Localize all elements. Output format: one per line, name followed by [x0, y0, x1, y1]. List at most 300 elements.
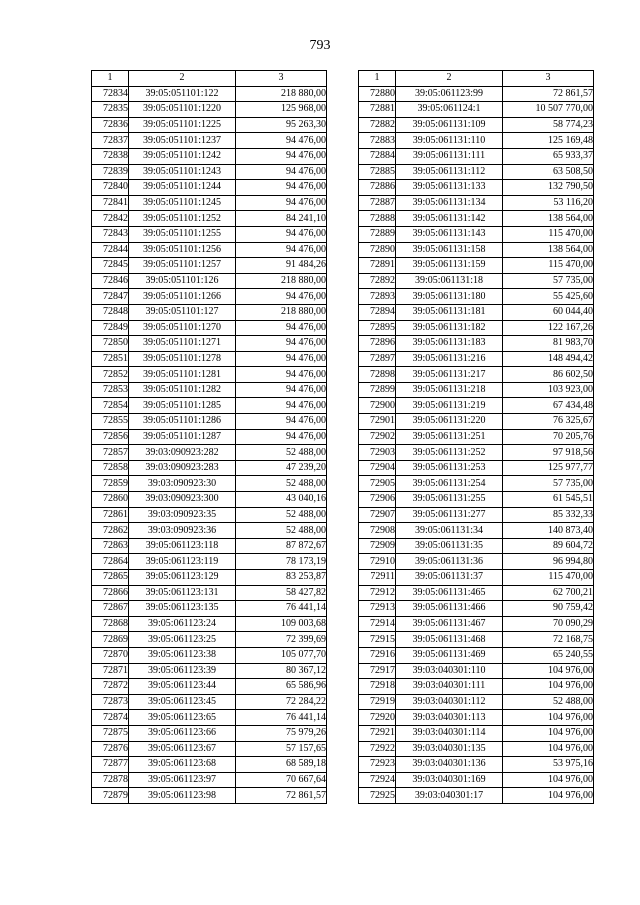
- row-number-cell: 72863: [92, 538, 129, 554]
- row-number-cell: 72900: [359, 398, 396, 414]
- cadastral-number-cell: 39:03:040301:113: [396, 710, 503, 726]
- row-number-cell: 72870: [92, 647, 129, 663]
- cadastral-number-cell: 39:05:061131:159: [396, 258, 503, 274]
- table-row: [92, 616, 327, 632]
- value-cell: 65 933,37: [503, 148, 594, 164]
- row-number-cell: 72919: [359, 694, 396, 710]
- row-number-cell: 72851: [92, 351, 129, 367]
- value-cell: 87 872,67: [236, 538, 327, 554]
- value-cell: 95 263,30: [236, 117, 327, 133]
- table-row: [92, 164, 327, 180]
- value-cell: 115 470,00: [503, 258, 594, 274]
- column-header-value: 3: [503, 71, 594, 87]
- cadastral-number-cell: 39:05:061123:38: [129, 647, 236, 663]
- row-number-cell: 72902: [359, 429, 396, 445]
- table-row: [359, 320, 594, 336]
- value-cell: 76 325,67: [503, 414, 594, 430]
- value-cell: 53 116,20: [503, 195, 594, 211]
- table-row: [359, 226, 594, 242]
- row-number-cell: 72862: [92, 523, 129, 539]
- row-number-cell: 72898: [359, 367, 396, 383]
- row-number-cell: 72842: [92, 211, 129, 227]
- row-number-cell: 72867: [92, 601, 129, 617]
- table-row: [92, 507, 327, 523]
- value-cell: 94 476,00: [236, 133, 327, 149]
- value-cell: 148 494,42: [503, 351, 594, 367]
- table-row: [92, 382, 327, 398]
- cadastral-number-cell: 39:05:061123:25: [129, 632, 236, 648]
- data-table-left: [91, 70, 327, 804]
- row-number-cell: 72854: [92, 398, 129, 414]
- row-number-cell: 72879: [92, 788, 129, 804]
- column-header-cadastral: 2: [396, 71, 503, 87]
- row-number-cell: 72882: [359, 117, 396, 133]
- cadastral-number-cell: 39:05:061131:251: [396, 429, 503, 445]
- value-cell: 62 700,21: [503, 585, 594, 601]
- cadastral-number-cell: 39:05:061123:129: [129, 570, 236, 586]
- row-number-cell: 72872: [92, 679, 129, 695]
- value-cell: 94 476,00: [236, 336, 327, 352]
- table-row: [359, 367, 594, 383]
- table-header-row: [92, 71, 327, 87]
- cadastral-number-cell: 39:03:040301:17: [396, 788, 503, 804]
- row-number-cell: 72844: [92, 242, 129, 258]
- value-cell: 104 976,00: [503, 741, 594, 757]
- row-number-cell: 72908: [359, 523, 396, 539]
- value-cell: 61 545,51: [503, 492, 594, 508]
- table-row: [92, 710, 327, 726]
- cadastral-number-cell: 39:03:090923:283: [129, 460, 236, 476]
- row-number-cell: 72859: [92, 476, 129, 492]
- row-number-cell: 72841: [92, 195, 129, 211]
- cadastral-number-cell: 39:05:061123:45: [129, 694, 236, 710]
- table-row: [92, 367, 327, 383]
- value-cell: 60 044,40: [503, 304, 594, 320]
- row-number-cell: 72909: [359, 538, 396, 554]
- cadastral-number-cell: 39:03:040301:111: [396, 679, 503, 695]
- table-row: [359, 289, 594, 305]
- value-cell: 218 880,00: [236, 273, 327, 289]
- cadastral-number-cell: 39:03:040301:136: [396, 757, 503, 773]
- table-row: [92, 492, 327, 508]
- row-number-cell: 72847: [92, 289, 129, 305]
- value-cell: 104 976,00: [503, 679, 594, 695]
- cadastral-number-cell: 39:05:061123:131: [129, 585, 236, 601]
- row-number-cell: 72869: [92, 632, 129, 648]
- cadastral-number-cell: 39:05:061123:68: [129, 757, 236, 773]
- cadastral-number-cell: 39:05:061131:111: [396, 148, 503, 164]
- row-number-cell: 72860: [92, 492, 129, 508]
- value-cell: 47 239,20: [236, 460, 327, 476]
- cadastral-number-cell: 39:05:061123:65: [129, 710, 236, 726]
- row-number-cell: 72915: [359, 632, 396, 648]
- value-cell: 76 441,14: [236, 601, 327, 617]
- table-row: [359, 273, 594, 289]
- cadastral-number-cell: 39:05:061131:181: [396, 304, 503, 320]
- table-row: [92, 554, 327, 570]
- row-number-cell: 72899: [359, 382, 396, 398]
- cadastral-number-cell: 39:05:051101:1282: [129, 382, 236, 398]
- value-cell: 138 564,00: [503, 211, 594, 227]
- column-header-number: 1: [92, 71, 129, 87]
- cadastral-number-cell: 39:05:061131:133: [396, 180, 503, 196]
- table-row: [92, 398, 327, 414]
- cadastral-number-cell: 39:05:061131:183: [396, 336, 503, 352]
- value-cell: 67 434,48: [503, 398, 594, 414]
- table-row: [92, 476, 327, 492]
- value-cell: 104 976,00: [503, 788, 594, 804]
- table-row: [359, 242, 594, 258]
- table-row: [92, 757, 327, 773]
- cadastral-number-cell: 39:05:061123:119: [129, 554, 236, 570]
- row-number-cell: 72913: [359, 601, 396, 617]
- table-row: [359, 772, 594, 788]
- table-row: [359, 725, 594, 741]
- table-row: [92, 429, 327, 445]
- row-number-cell: 72881: [359, 102, 396, 118]
- cadastral-number-cell: 39:05:051101:1255: [129, 226, 236, 242]
- row-number-cell: 72838: [92, 148, 129, 164]
- row-number-cell: 72920: [359, 710, 396, 726]
- table-row: [92, 725, 327, 741]
- cadastral-number-cell: 39:05:051101:1237: [129, 133, 236, 149]
- table-row: [92, 226, 327, 242]
- value-cell: 72 284,22: [236, 694, 327, 710]
- row-number-cell: 72921: [359, 725, 396, 741]
- table-row: [92, 86, 327, 102]
- page-number: 793: [309, 38, 331, 53]
- value-cell: 94 476,00: [236, 382, 327, 398]
- table-header-row: [359, 71, 594, 87]
- value-cell: 70 090,29: [503, 616, 594, 632]
- cadastral-number-cell: 39:05:061131:465: [396, 585, 503, 601]
- row-number-cell: 72911: [359, 570, 396, 586]
- table-row: [92, 601, 327, 617]
- table-row: [359, 211, 594, 227]
- cadastral-number-cell: 39:03:090923:30: [129, 476, 236, 492]
- cadastral-number-cell: 39:05:061131:216: [396, 351, 503, 367]
- value-cell: 58 774,23: [503, 117, 594, 133]
- value-cell: 218 880,00: [236, 304, 327, 320]
- table-row: [92, 570, 327, 586]
- table-row: [359, 102, 594, 118]
- table-row: [92, 772, 327, 788]
- row-number-cell: 72903: [359, 445, 396, 461]
- table-row: [359, 663, 594, 679]
- row-number-cell: 72874: [92, 710, 129, 726]
- cadastral-number-cell: 39:05:051101:1256: [129, 242, 236, 258]
- table-row: [92, 460, 327, 476]
- cadastral-number-cell: 39:05:051101:127: [129, 304, 236, 320]
- value-cell: 103 923,00: [503, 382, 594, 398]
- cadastral-number-cell: 39:05:061123:97: [129, 772, 236, 788]
- cadastral-number-cell: 39:05:061123:24: [129, 616, 236, 632]
- value-cell: 75 979,26: [236, 725, 327, 741]
- value-cell: 81 983,70: [503, 336, 594, 352]
- cadastral-number-cell: 39:05:061123:39: [129, 663, 236, 679]
- cadastral-number-cell: 39:05:061131:109: [396, 117, 503, 133]
- table-row: [359, 460, 594, 476]
- row-number-cell: 72849: [92, 320, 129, 336]
- cadastral-number-cell: 39:05:061123:44: [129, 679, 236, 695]
- row-number-cell: 72875: [92, 725, 129, 741]
- table-row: [359, 180, 594, 196]
- value-cell: 94 476,00: [236, 164, 327, 180]
- cadastral-number-cell: 39:05:061131:110: [396, 133, 503, 149]
- cadastral-number-cell: 39:05:061131:218: [396, 382, 503, 398]
- table-row: [92, 351, 327, 367]
- table-row: [92, 788, 327, 804]
- row-number-cell: 72910: [359, 554, 396, 570]
- value-cell: 94 476,00: [236, 226, 327, 242]
- row-number-cell: 72858: [92, 460, 129, 476]
- row-number-cell: 72866: [92, 585, 129, 601]
- column-header-cadastral: 2: [129, 71, 236, 87]
- table-row: [359, 585, 594, 601]
- value-cell: 86 602,50: [503, 367, 594, 383]
- value-cell: 94 476,00: [236, 289, 327, 305]
- row-number-cell: 72883: [359, 133, 396, 149]
- row-number-cell: 72873: [92, 694, 129, 710]
- value-cell: 104 976,00: [503, 725, 594, 741]
- table-row: [359, 507, 594, 523]
- cadastral-number-cell: 39:05:061131:469: [396, 647, 503, 663]
- cadastral-number-cell: 39:05:051101:1257: [129, 258, 236, 274]
- cadastral-number-cell: 39:05:061131:466: [396, 601, 503, 617]
- table-row: [92, 336, 327, 352]
- table-row: [359, 601, 594, 617]
- value-cell: 115 470,00: [503, 226, 594, 242]
- row-number-cell: 72884: [359, 148, 396, 164]
- cadastral-number-cell: 39:05:061131:36: [396, 554, 503, 570]
- value-cell: 125 977,77: [503, 460, 594, 476]
- row-number-cell: 72904: [359, 460, 396, 476]
- table-row: [92, 258, 327, 274]
- value-cell: 94 476,00: [236, 414, 327, 430]
- row-number-cell: 72885: [359, 164, 396, 180]
- table-row: [92, 242, 327, 258]
- table-row: [92, 304, 327, 320]
- row-number-cell: 72922: [359, 741, 396, 757]
- cadastral-number-cell: 39:05:051101:1225: [129, 117, 236, 133]
- table-row: [359, 429, 594, 445]
- row-number-cell: 72836: [92, 117, 129, 133]
- row-number-cell: 72868: [92, 616, 129, 632]
- row-number-cell: 72850: [92, 336, 129, 352]
- row-number-cell: 72901: [359, 414, 396, 430]
- cadastral-number-cell: 39:03:090923:35: [129, 507, 236, 523]
- table-row: [359, 445, 594, 461]
- value-cell: 43 040,16: [236, 492, 327, 508]
- cadastral-number-cell: 39:05:061123:99: [396, 86, 503, 102]
- row-number-cell: 72895: [359, 320, 396, 336]
- cadastral-number-cell: 39:05:061123:98: [129, 788, 236, 804]
- cadastral-number-cell: 39:03:040301:112: [396, 694, 503, 710]
- cadastral-number-cell: 39:05:051101:1243: [129, 164, 236, 180]
- cadastral-number-cell: 39:03:090923:36: [129, 523, 236, 539]
- cadastral-number-cell: 39:05:051101:1245: [129, 195, 236, 211]
- table-row: [92, 741, 327, 757]
- data-table-right: [358, 70, 594, 804]
- value-cell: 72 861,57: [503, 86, 594, 102]
- table-row: [359, 195, 594, 211]
- row-number-cell: 72839: [92, 164, 129, 180]
- cadastral-number-cell: 39:05:061131:134: [396, 195, 503, 211]
- row-number-cell: 72906: [359, 492, 396, 508]
- value-cell: 78 173,19: [236, 554, 327, 570]
- row-number-cell: 72925: [359, 788, 396, 804]
- table-row: [359, 679, 594, 695]
- table-row: [359, 616, 594, 632]
- row-number-cell: 72834: [92, 86, 129, 102]
- cadastral-number-cell: 39:05:061131:182: [396, 320, 503, 336]
- row-number-cell: 72846: [92, 273, 129, 289]
- value-cell: 94 476,00: [236, 148, 327, 164]
- cadastral-number-cell: 39:05:061131:277: [396, 507, 503, 523]
- row-number-cell: 72853: [92, 382, 129, 398]
- value-cell: 83 253,87: [236, 570, 327, 586]
- value-cell: 125 169,48: [503, 133, 594, 149]
- row-number-cell: 72855: [92, 414, 129, 430]
- table-row: [359, 710, 594, 726]
- table-row: [92, 523, 327, 539]
- cadastral-number-cell: 39:05:051101:1242: [129, 148, 236, 164]
- row-number-cell: 72896: [359, 336, 396, 352]
- table-row: [359, 164, 594, 180]
- cadastral-number-cell: 39:03:040301:135: [396, 741, 503, 757]
- table-row: [359, 476, 594, 492]
- value-cell: 65 586,96: [236, 679, 327, 695]
- table-row: [92, 538, 327, 554]
- row-number-cell: 72857: [92, 445, 129, 461]
- row-number-cell: 72871: [92, 663, 129, 679]
- cadastral-number-cell: 39:05:051101:1266: [129, 289, 236, 305]
- cadastral-number-cell: 39:05:061131:37: [396, 570, 503, 586]
- row-number-cell: 72905: [359, 476, 396, 492]
- table-row: [359, 757, 594, 773]
- table-row: [359, 336, 594, 352]
- table-row: [359, 382, 594, 398]
- value-cell: 55 425,60: [503, 289, 594, 305]
- value-cell: 104 976,00: [503, 663, 594, 679]
- cadastral-number-cell: 39:05:051101:1287: [129, 429, 236, 445]
- row-number-cell: 72907: [359, 507, 396, 523]
- cadastral-number-cell: 39:05:061131:467: [396, 616, 503, 632]
- row-number-cell: 72864: [92, 554, 129, 570]
- table-row: [92, 133, 327, 149]
- cadastral-number-cell: 39:03:040301:114: [396, 725, 503, 741]
- table-row: [359, 788, 594, 804]
- value-cell: 94 476,00: [236, 180, 327, 196]
- table-row: [92, 445, 327, 461]
- row-number-cell: 72852: [92, 367, 129, 383]
- cadastral-number-cell: 39:05:061123:135: [129, 601, 236, 617]
- value-cell: 109 003,68: [236, 616, 327, 632]
- row-number-cell: 72897: [359, 351, 396, 367]
- cadastral-number-cell: 39:05:051101:126: [129, 273, 236, 289]
- value-cell: 52 488,00: [236, 476, 327, 492]
- table-row: [359, 414, 594, 430]
- row-number-cell: 72845: [92, 258, 129, 274]
- table-row: [92, 414, 327, 430]
- value-cell: 72 399,69: [236, 632, 327, 648]
- value-cell: 84 241,10: [236, 211, 327, 227]
- cadastral-number-cell: 39:05:051101:1286: [129, 414, 236, 430]
- value-cell: 94 476,00: [236, 351, 327, 367]
- table-row: [359, 398, 594, 414]
- value-cell: 70 205,76: [503, 429, 594, 445]
- table-row: [92, 148, 327, 164]
- row-number-cell: 72894: [359, 304, 396, 320]
- cadastral-number-cell: 39:03:090923:282: [129, 445, 236, 461]
- table-row: [92, 102, 327, 118]
- cadastral-number-cell: 39:05:051101:1278: [129, 351, 236, 367]
- row-number-cell: 72865: [92, 570, 129, 586]
- table-row: [359, 86, 594, 102]
- table-row: [359, 694, 594, 710]
- value-cell: 105 077,70: [236, 647, 327, 663]
- cadastral-number-cell: 39:05:051101:1220: [129, 102, 236, 118]
- table-row: [92, 647, 327, 663]
- cadastral-number-cell: 39:05:061131:468: [396, 632, 503, 648]
- value-cell: 104 976,00: [503, 772, 594, 788]
- table-row: [92, 585, 327, 601]
- table-row: [359, 632, 594, 648]
- table-row: [92, 694, 327, 710]
- cadastral-number-cell: 39:05:061131:34: [396, 523, 503, 539]
- column-header-number: 1: [359, 71, 396, 87]
- table-row: [92, 663, 327, 679]
- value-cell: 76 441,14: [236, 710, 327, 726]
- cadastral-number-cell: 39:05:061131:158: [396, 242, 503, 258]
- row-number-cell: 72889: [359, 226, 396, 242]
- value-cell: 94 476,00: [236, 195, 327, 211]
- cadastral-number-cell: 39:03:090923:300: [129, 492, 236, 508]
- row-number-cell: 72912: [359, 585, 396, 601]
- table-row: [92, 289, 327, 305]
- column-header-value: 3: [236, 71, 327, 87]
- row-number-cell: 72917: [359, 663, 396, 679]
- cadastral-number-cell: 39:05:061131:180: [396, 289, 503, 305]
- value-cell: 65 240,55: [503, 647, 594, 663]
- value-cell: 85 332,33: [503, 507, 594, 523]
- value-cell: 52 488,00: [236, 445, 327, 461]
- value-cell: 138 564,00: [503, 242, 594, 258]
- table-row: [359, 538, 594, 554]
- value-cell: 91 484,26: [236, 258, 327, 274]
- value-cell: 70 667,64: [236, 772, 327, 788]
- value-cell: 63 508,50: [503, 164, 594, 180]
- table-row: [359, 570, 594, 586]
- value-cell: 89 604,72: [503, 538, 594, 554]
- row-number-cell: 72893: [359, 289, 396, 305]
- cadastral-number-cell: 39:05:051101:1252: [129, 211, 236, 227]
- row-number-cell: 72924: [359, 772, 396, 788]
- table-row: [92, 117, 327, 133]
- value-cell: 90 759,42: [503, 601, 594, 617]
- table-row: [92, 273, 327, 289]
- value-cell: 104 976,00: [503, 710, 594, 726]
- cadastral-number-cell: 39:05:061131:217: [396, 367, 503, 383]
- table-row: [92, 195, 327, 211]
- cadastral-number-cell: 39:05:061124:1: [396, 102, 503, 118]
- value-cell: 94 476,00: [236, 429, 327, 445]
- row-number-cell: 72886: [359, 180, 396, 196]
- cadastral-number-cell: 39:05:061131:255: [396, 492, 503, 508]
- value-cell: 53 975,16: [503, 757, 594, 773]
- cadastral-number-cell: 39:05:061123:67: [129, 741, 236, 757]
- cadastral-number-cell: 39:05:051101:1285: [129, 398, 236, 414]
